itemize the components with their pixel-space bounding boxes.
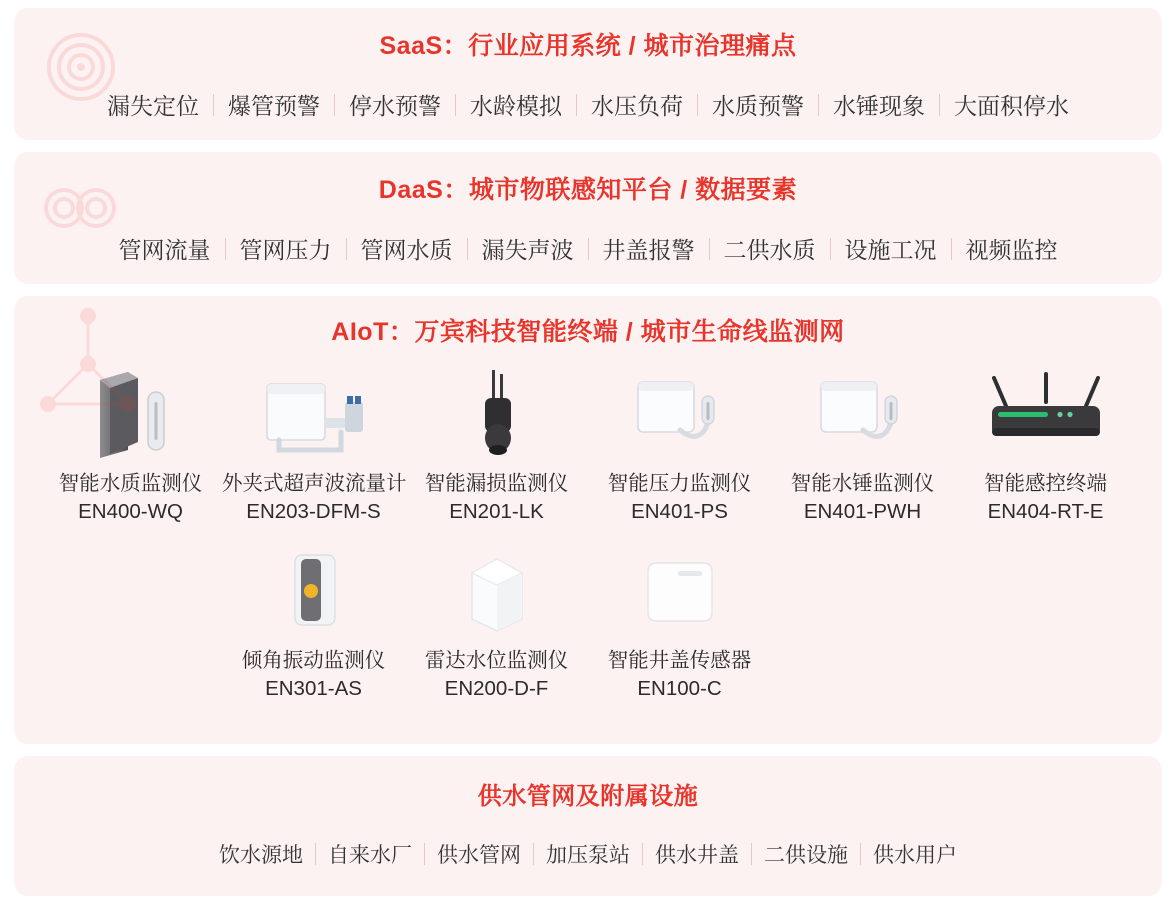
daas-chip[interactable]: 管网水质 [360,237,453,263]
router-terminal-icon [954,358,1137,462]
base-chip[interactable]: 供水用户 [873,844,957,867]
base-band [14,756,1162,896]
device-name: 倾角振动监测仪 [241,649,386,673]
device-card[interactable] [588,535,771,702]
base-chip[interactable]: 供水管网 [437,844,521,867]
device-card[interactable] [405,535,588,702]
device-name: 智能漏损监测仪 [424,472,569,495]
saas-chip[interactable]: 爆管预警 [228,93,320,119]
daas-chip[interactable]: 设施工况 [844,237,937,263]
tilt-vibration-monitor-icon [222,535,405,639]
daas-title-prefix: DaaS： [378,176,469,204]
daas-chip[interactable]: 二供水质 [723,237,816,263]
device-card[interactable] [588,358,771,525]
daas-band [14,152,1162,284]
manhole-cover-sensor-icon [588,535,771,639]
aiot-title-main: 万宾科技智能终端 / 城市生命线监测网 [414,318,845,346]
base-chip[interactable]: 供水井盖 [655,844,739,867]
device-model: EN203-DFM-S [246,499,381,523]
saas-chip[interactable]: 漏失定位 [107,93,199,119]
daas-chip[interactable]: 漏失声波 [481,237,574,263]
device-name: 智能压力监测仪 [607,472,752,495]
daas-chip[interactable]: 管网压力 [239,237,332,263]
aiot-device-row-2 [14,535,1162,702]
saas-title-main: 行业应用系统 / 城市治理痛点 [468,32,797,60]
saas-title-prefix: SaaS： [379,32,469,60]
daas-chip[interactable]: 视频监控 [965,237,1058,263]
device-model: EN401-PWH [803,499,922,523]
device-name: 雷达水位监测仪 [424,649,569,673]
device-model: EN401-PS [631,499,728,523]
saas-chip[interactable]: 水龄模拟 [470,93,562,119]
device-card[interactable] [39,358,222,525]
aiot-band [14,296,1162,744]
saas-title [14,26,1162,62]
device-model: EN301-AS [265,677,362,701]
saas-chip[interactable]: 水压负荷 [591,93,683,119]
saas-chip[interactable]: 大面积停水 [954,93,1069,119]
daas-title [14,170,1162,206]
device-model: EN400-WQ [78,499,183,523]
aiot-title [14,312,1162,348]
saas-band [14,8,1162,140]
saas-chip[interactable]: 停水预警 [349,93,441,119]
device-name: 智能感控终端 [984,472,1107,495]
daas-chip[interactable]: 管网流量 [118,237,211,263]
device-model: EN200-D-F [444,677,549,701]
base-chip[interactable]: 自来水厂 [328,844,412,867]
device-name: 智能水质监测仪 [58,472,203,495]
base-chip[interactable]: 二供设施 [764,844,848,867]
radar-level-monitor-icon [405,535,588,639]
device-card[interactable] [954,358,1137,525]
device-name: 外夹式超声波流量计 [222,472,407,495]
water-hammer-monitor-icon [771,358,954,462]
pressure-monitor-icon [588,358,771,462]
device-model: EN100-C [637,677,722,701]
device-model: EN201-LK [449,499,544,523]
base-title: 供水管网及附属设施 [477,783,699,810]
base-chip[interactable]: 加压泵站 [546,844,630,867]
device-card[interactable] [222,535,405,702]
aiot-device-row-1 [14,358,1162,525]
saas-chip[interactable]: 水质预警 [712,93,804,119]
device-name: 智能井盖传感器 [607,649,752,673]
base-chip[interactable]: 饮水源地 [219,844,303,867]
water-quality-device-icon [39,358,222,462]
device-name: 智能水锤监测仪 [790,472,935,495]
daas-chip[interactable]: 井盖报警 [602,237,695,263]
ultrasonic-flowmeter-icon [222,358,405,462]
daas-chip-row [14,232,1162,265]
saas-chip[interactable]: 水锤现象 [833,93,925,119]
device-card[interactable] [771,358,954,525]
leak-detector-icon [405,358,588,462]
device-model: EN404-RT-E [987,499,1104,523]
aiot-title-prefix: AIoT： [331,318,415,346]
daas-title-main: 城市物联感知平台 / 数据要素 [468,176,798,204]
device-card[interactable] [405,358,588,525]
saas-chip-row [14,88,1162,121]
base-chip-row [14,839,1162,869]
device-card[interactable] [222,358,405,525]
